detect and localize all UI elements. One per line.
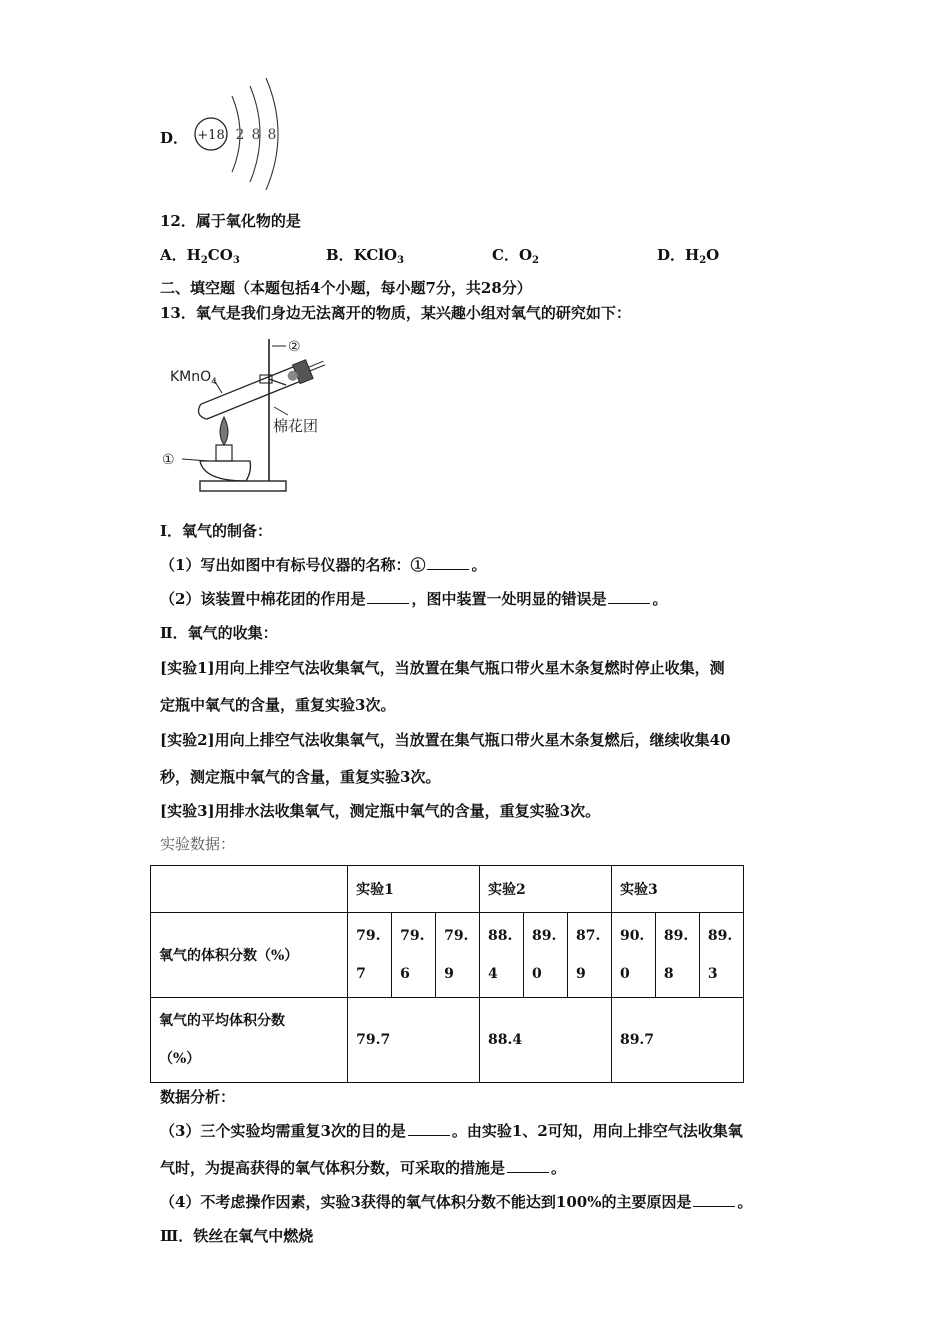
answer-blank-2[interactable] bbox=[367, 589, 409, 604]
exp2-line2: 秒，测定瓶中氧气的含量，重复实验3次。 bbox=[160, 768, 441, 786]
part-iii-heading: Ⅲ．铁丝在氧气中燃烧 bbox=[160, 1227, 314, 1245]
exp2-line1: [实验2]用向上排空气法收集氧气，当放置在集气瓶口带火星木条复燃后，继续收集40 bbox=[160, 731, 731, 749]
row2-label: 氧气的平均体积分数 （%） bbox=[151, 998, 348, 1083]
section-2-heading: 二、填空题（本题包括4个小题，每小题7分，共28分） bbox=[160, 279, 532, 297]
table-row-average bbox=[151, 998, 744, 1083]
answer-blank-6[interactable] bbox=[693, 1192, 735, 1207]
header-exp1: 实验1 bbox=[348, 866, 480, 913]
shell-electrons-2: 8 bbox=[251, 127, 261, 143]
avg-exp3: 89.7 bbox=[611, 998, 743, 1083]
exp3-line: [实验3]用排水法收集氧气，测定瓶中氧气的含量，重复实验3次。 bbox=[160, 802, 601, 820]
stopper bbox=[293, 360, 313, 384]
test-tube bbox=[195, 354, 328, 423]
option-d-label: D． bbox=[160, 129, 189, 147]
avg-exp2: 88.4 bbox=[480, 998, 612, 1083]
q12-option-a: A．$H_2CO_3$ bbox=[160, 246, 240, 266]
shell-electrons-1: 2 bbox=[235, 127, 245, 143]
label-1: ① bbox=[162, 452, 175, 468]
analysis-title: 数据分析： bbox=[160, 1088, 236, 1106]
data-title: 实验数据： bbox=[160, 835, 236, 853]
header-exp2: 实验2 bbox=[480, 866, 612, 913]
kmno4-label: KMnO$_4$ bbox=[170, 369, 217, 387]
table-cell: 87. 9 bbox=[567, 913, 611, 998]
shell-electrons-3: 8 bbox=[267, 127, 277, 143]
q12-stem: 12．属于氧化物的是 bbox=[160, 212, 301, 230]
q12-option-b: B．KClO$_3$ bbox=[326, 246, 404, 266]
header-exp3: 实验3 bbox=[611, 866, 743, 913]
answer-blank-4[interactable] bbox=[408, 1121, 450, 1136]
exp1-line2: 定瓶中氧气的含量，重复实验3次。 bbox=[160, 696, 396, 714]
q13-sub-2: （2）该装置中棉花团的作用是 ，图中装置一处明显的错误是 。 bbox=[160, 590, 668, 608]
table-row-volume bbox=[151, 913, 744, 998]
table-cell: 89. 8 bbox=[655, 913, 699, 998]
apparatus-figure bbox=[160, 333, 340, 495]
stand-base bbox=[200, 481, 286, 491]
q12-option-d: D．$H_2O$ bbox=[657, 246, 720, 266]
q13-sub-3: （3）三个实验均需重复3次的目的是 。由实验1、2可知，用向上排空气法收集氧 bbox=[160, 1122, 743, 1140]
answer-blank-5[interactable] bbox=[507, 1158, 549, 1173]
table-cell: 88. 4 bbox=[480, 913, 524, 998]
table-cell: 89. 3 bbox=[699, 913, 743, 998]
alcohol-lamp bbox=[200, 461, 251, 481]
data-table bbox=[150, 865, 744, 1083]
q13-sub-3-line2: 气时，为提高获得的氧气体积分数，可采取的措施是 。 bbox=[160, 1159, 567, 1177]
atom-structure-diagram bbox=[190, 78, 290, 190]
q13-sub-4: （4）不考虑操作因素，实验3获得的氧气体积分数不能达到100%的主要原因是 。 bbox=[160, 1193, 753, 1211]
flame bbox=[220, 417, 228, 445]
nucleus-charge: +18 bbox=[197, 128, 225, 143]
table-cell: 79. 9 bbox=[436, 913, 480, 998]
answer-blank-3[interactable] bbox=[608, 589, 650, 604]
table-cell: 79. 6 bbox=[392, 913, 436, 998]
table-header-row bbox=[151, 866, 744, 913]
q13-stem: 13．氧气是我们身边无法离开的物质，某兴趣小组对氧气的研究如下： bbox=[160, 304, 631, 322]
part-ii-heading: Ⅱ．氧气的收集： bbox=[160, 624, 278, 642]
part-i-heading: Ⅰ．氧气的制备： bbox=[160, 522, 273, 540]
answer-blank-1[interactable] bbox=[427, 555, 469, 570]
q12-option-c: C．$O_2$ bbox=[492, 246, 539, 266]
table-cell: 90. 0 bbox=[611, 913, 655, 998]
cotton-label: 棉花团 bbox=[273, 417, 319, 435]
avg-exp1: 79.7 bbox=[348, 998, 480, 1083]
exp1-line1: [实验1]用向上排空气法收集氧气，当放置在集气瓶口带火星木条复燃时停止收集，测 bbox=[160, 659, 725, 677]
label-2: ② bbox=[288, 339, 301, 355]
table-corner-cell bbox=[151, 866, 348, 913]
row1-label: 氧气的体积分数（%） bbox=[151, 913, 348, 998]
q13-sub-1: （1）写出如图中有标号仪器的名称：① 。 bbox=[160, 556, 487, 574]
table-cell: 89. 0 bbox=[524, 913, 568, 998]
table-cell: 79. 7 bbox=[348, 913, 392, 998]
